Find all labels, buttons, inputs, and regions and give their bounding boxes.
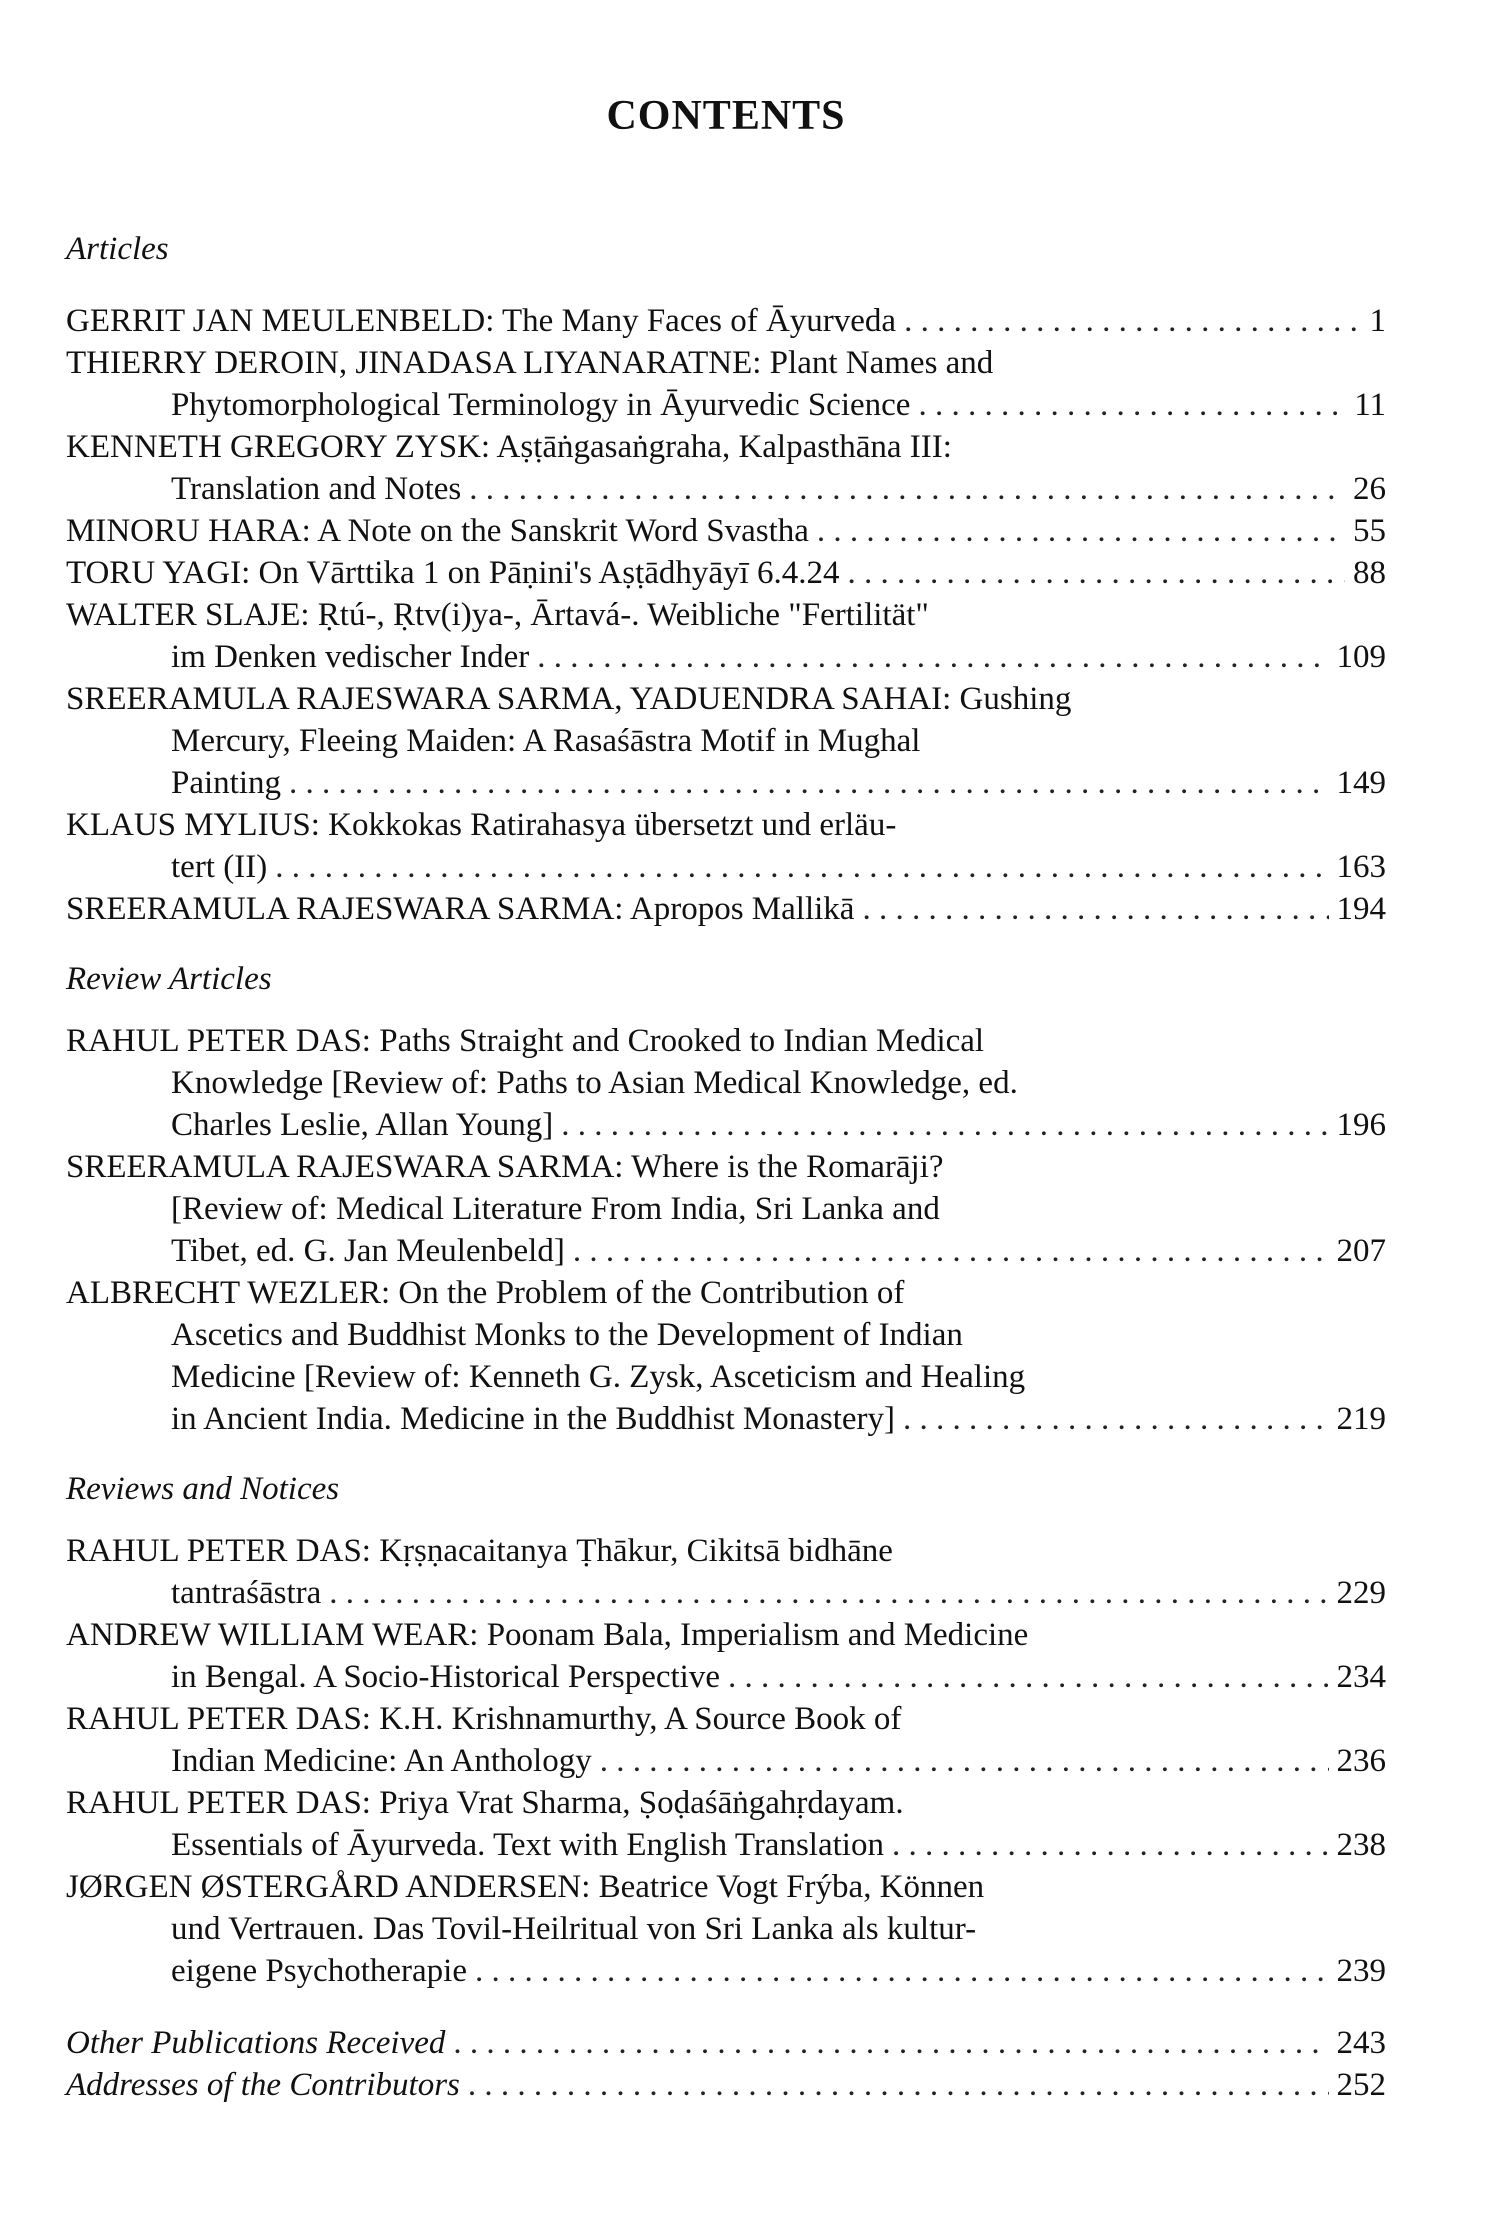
page-number: 243 — [1336, 2025, 1386, 2061]
entry-line: [Review of: Medical Literature From India, Sri Lanka and — [171, 1191, 940, 1227]
entry-line: KLAUS MYLIUS: Kokkokas Ratirahasya übersetzt und erläu- — [66, 807, 897, 843]
page-number: 26 — [1353, 471, 1386, 507]
leader-dots — [453, 2022, 1328, 2064]
entry-line: Indian Medicine: An Anthology — [171, 1743, 592, 1779]
toc-entry — [66, 1146, 1386, 1272]
section-reviews-and-notices — [66, 1530, 1386, 1992]
leader-dots — [862, 888, 1328, 930]
toc-entry — [66, 678, 1386, 804]
entry-line: Phytomorphological Terminology in Āyurvedic Science — [171, 387, 911, 423]
section-articles — [66, 300, 1386, 930]
leader-dots — [573, 1230, 1329, 1272]
entry-line: Ascetics and Buddhist Monks to the Development of Indian — [171, 1317, 963, 1353]
page-number: 163 — [1336, 849, 1386, 885]
page-number: 196 — [1336, 1107, 1386, 1143]
page-number: 238 — [1336, 1827, 1386, 1863]
leader-dots — [289, 762, 1328, 804]
toc-entry — [66, 1614, 1386, 1698]
toc-entry — [66, 2022, 1386, 2064]
table-of-contents — [66, 228, 1386, 2106]
toc-entry — [66, 804, 1386, 888]
leader-dots — [469, 468, 1345, 510]
entry-line: Essentials of Āyurveda. Text with English Translation — [171, 1827, 884, 1863]
entry-line: Painting — [171, 765, 282, 801]
toc-entry — [66, 1020, 1386, 1146]
page-number: 55 — [1353, 513, 1386, 549]
entry-line: RAHUL PETER DAS: Paths Straight and Crooked to Indian Medical — [66, 1023, 985, 1059]
section-review-articles — [66, 1020, 1386, 1440]
leader-dots — [600, 1740, 1329, 1782]
toc-entry — [66, 342, 1386, 426]
page-number: 219 — [1336, 1401, 1386, 1437]
leader-dots — [904, 300, 1361, 342]
leader-dots — [918, 384, 1346, 426]
leader-dots — [275, 846, 1328, 888]
entry-line: TORU YAGI: On Vārttika 1 on Pāṇini's Aṣṭādhyāyī 6.4.24 — [66, 555, 840, 591]
section-heading-articles: Articles — [66, 231, 169, 267]
page-number: 252 — [1336, 2067, 1386, 2103]
toc-entry — [66, 1530, 1386, 1614]
entry-line: MINORU HARA: A Note on the Sanskrit Word Svastha — [66, 513, 809, 549]
entry-line: KENNETH GREGORY ZYSK: Aṣṭāṅgasaṅgraha, Kalpasthāna III: — [66, 429, 952, 465]
entry-line: Tibet, ed. G. Jan Meulenbeld] — [171, 1233, 565, 1269]
leader-dots — [561, 1104, 1328, 1146]
entry-line: in Bengal. A Socio-Historical Perspective — [171, 1659, 720, 1695]
page-number: 149 — [1336, 765, 1386, 801]
page-number: 234 — [1336, 1659, 1386, 1695]
entry-line: ANDREW WILLIAM WEAR: Poonam Bala, Imperialism and Medicine — [66, 1617, 1029, 1653]
leader-dots — [892, 1824, 1329, 1866]
leader-dots — [329, 1572, 1328, 1614]
toc-entry — [66, 2064, 1386, 2106]
toc-entry — [66, 552, 1386, 594]
toc-entry — [66, 1698, 1386, 1782]
section-heading-reviews-and-notices: Reviews and Notices — [66, 1471, 340, 1507]
toc-entry — [66, 426, 1386, 510]
entry-line: Other Publications Received — [66, 2025, 446, 2061]
leader-dots — [817, 510, 1345, 552]
page-number: 229 — [1336, 1575, 1386, 1611]
toc-entry — [66, 1782, 1386, 1866]
entry-line: SREERAMULA RAJESWARA SARMA: Apropos Mallikā — [66, 891, 855, 927]
toc-entry — [66, 510, 1386, 552]
page-number: 1 — [1369, 303, 1386, 339]
entry-line: Medicine [Review of: Kenneth G. Zysk, Asceticism and Healing — [171, 1359, 1026, 1395]
leader-dots — [903, 1398, 1328, 1440]
page-number: 109 — [1336, 639, 1386, 675]
entry-line: SREERAMULA RAJESWARA SARMA: Where is the Romarāji? — [66, 1149, 944, 1185]
page-title: CONTENTS — [606, 93, 846, 139]
page-number: 236 — [1336, 1743, 1386, 1779]
entry-line: eigene Psychotherapie — [171, 1953, 467, 1989]
section-back-matter — [66, 2022, 1386, 2106]
toc-entry — [66, 594, 1386, 678]
page-number: 11 — [1354, 387, 1386, 423]
entry-line: tantraśāstra — [171, 1575, 322, 1611]
page-number: 88 — [1353, 555, 1386, 591]
entry-line: SREERAMULA RAJESWARA SARMA, YADUENDRA SAHAI: Gushing — [66, 681, 1072, 717]
section-heading-review-articles: Review Articles — [66, 961, 272, 997]
leader-dots — [728, 1656, 1329, 1698]
entry-line: Charles Leslie, Allan Young] — [171, 1107, 554, 1143]
entry-line: und Vertrauen. Das Tovil-Heilritual von Sri Lanka als kultur- — [171, 1911, 977, 1947]
toc-entry — [66, 1866, 1386, 1992]
entry-line: im Denken vedischer Inder — [171, 639, 530, 675]
page-number: 207 — [1336, 1233, 1386, 1269]
entry-line: RAHUL PETER DAS: Kṛṣṇacaitanya Ṭhākur, Cikitsā bidhāne — [66, 1533, 893, 1569]
entry-line: ALBRECHT WEZLER: On the Problem of the Contribution of — [66, 1275, 905, 1311]
page-number: 239 — [1336, 1953, 1386, 1989]
entry-line: Translation and Notes — [171, 471, 462, 507]
entry-line: Addresses of the Contributors — [66, 2067, 460, 2103]
entry-line: THIERRY DEROIN, JINADASA LIYANARATNE: Plant Names and — [66, 345, 994, 381]
leader-dots — [468, 2064, 1329, 2106]
entry-line: in Ancient India. Medicine in the Buddhist Monastery] — [171, 1401, 896, 1437]
toc-entry — [66, 1272, 1386, 1440]
page-number: 194 — [1336, 891, 1386, 927]
entry-line: WALTER SLAJE: Ṛtú-, Ṛtv(i)ya-, Ārtavá-. Weibliche "Fertilität" — [66, 597, 929, 633]
entry-line: Mercury, Fleeing Maiden: A Rasaśāstra Motif in Mughal — [171, 723, 921, 759]
entry-line: RAHUL PETER DAS: K.H. Krishnamurthy, A Source Book of — [66, 1701, 902, 1737]
toc-entry — [66, 300, 1386, 342]
leader-dots — [475, 1950, 1329, 1992]
leader-dots — [537, 636, 1328, 678]
entry-line: RAHUL PETER DAS: Priya Vrat Sharma, Ṣoḍaśāṅgahṛdayam. — [66, 1785, 904, 1821]
leader-dots — [847, 552, 1345, 594]
entry-line: Knowledge [Review of: Paths to Asian Medical Knowledge, ed. — [171, 1065, 1018, 1101]
entry-line: GERRIT JAN MEULENBELD: The Many Faces of Āyurveda — [66, 303, 897, 339]
toc-entry — [66, 888, 1386, 930]
entry-line: tert (II) — [171, 849, 268, 885]
entry-line: JØRGEN ØSTERGÅRD ANDERSEN: Beatrice Vogt Frýba, Können — [66, 1869, 985, 1905]
